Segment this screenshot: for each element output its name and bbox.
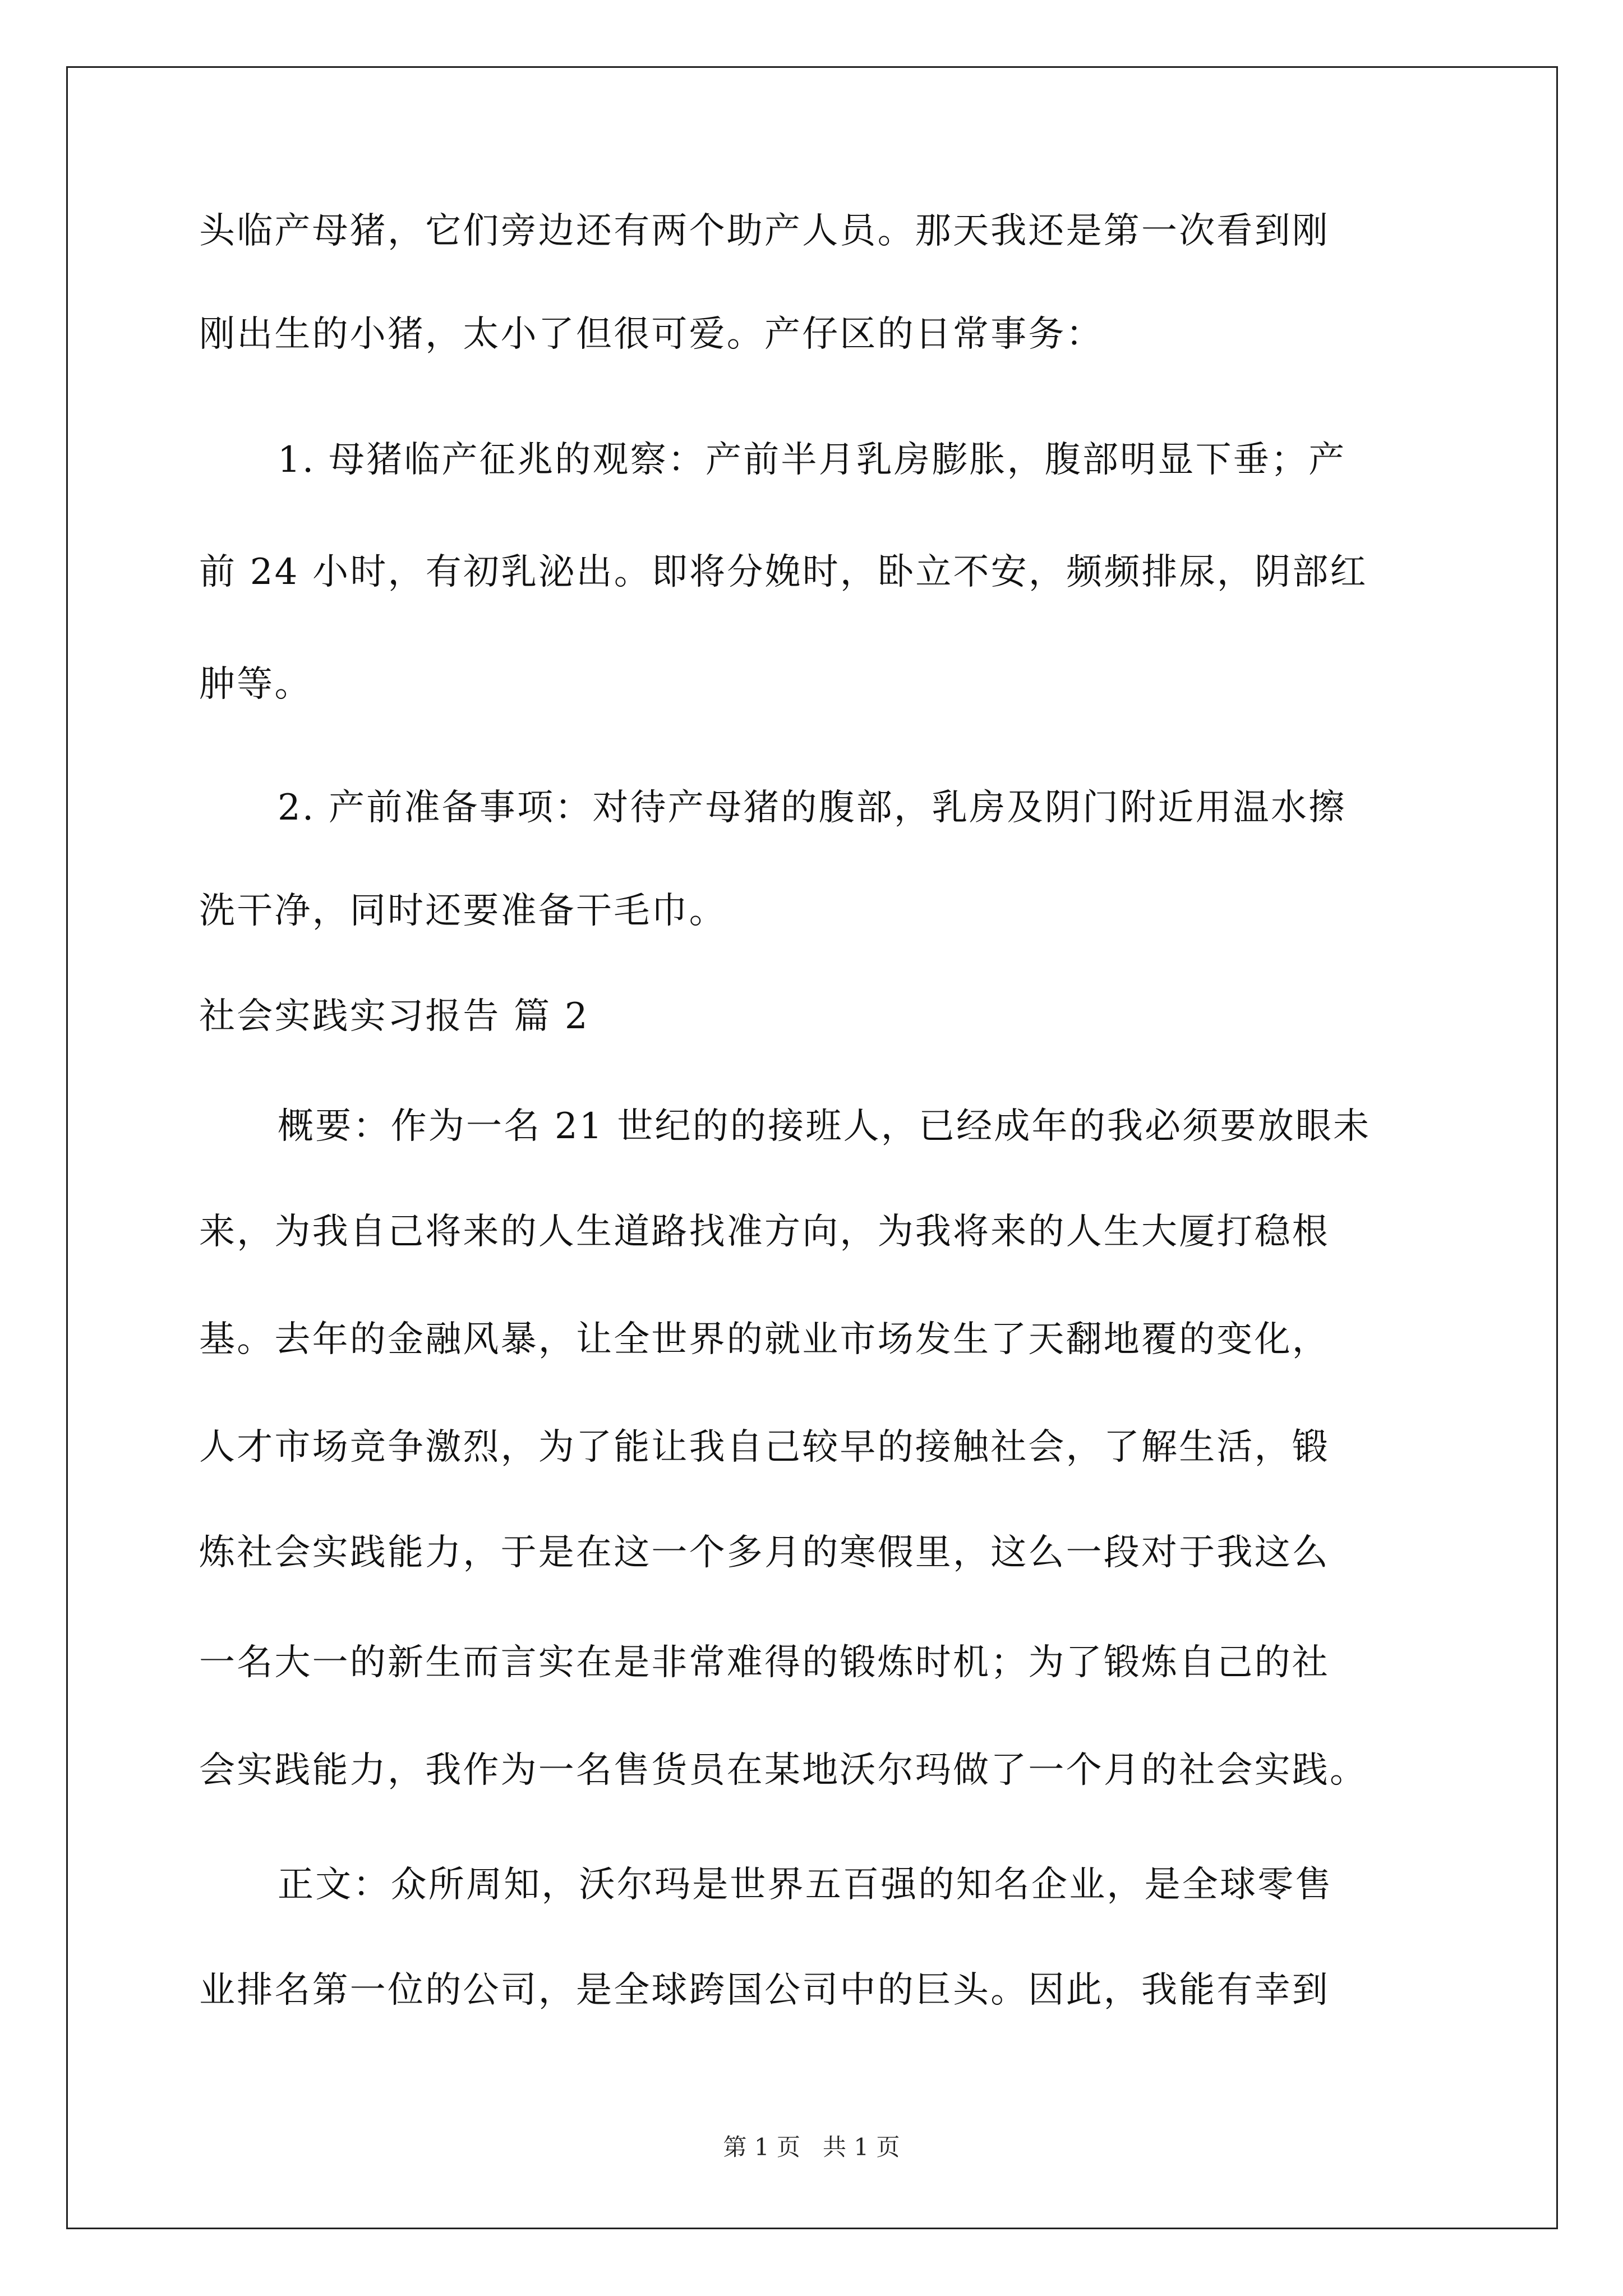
text-line: 会实践能力，我作为一名售货员在某地沃尔玛做了一个月的社会实践。 <box>199 1750 1368 1791</box>
text-line: 来，为我自己将来的人生道路找准方向，为我将来的人生大厦打稳根 <box>199 1211 1330 1253</box>
text-line: 肿等。 <box>199 664 312 705</box>
list-item-2: 2. 产前准备事项：对待产母猪的腹部，乳房及阴门附近用温水擦 <box>278 787 1347 829</box>
text-line: 前 24 小时，有初乳泌出。即将分娩时，卧立不安，频频排尿，阴部红 <box>199 551 1368 593</box>
text-line: 炼社会实践能力，于是在这一个多月的寒假里，这么一段对于我这么 <box>199 1532 1330 1573</box>
text-line: 业排名第一位的公司，是全球跨国公司中的巨头。因此，我能有幸到 <box>199 1970 1330 2011</box>
list-item-1: 1. 母猪临产征兆的观察：产前半月乳房膨胀，腹部明显下垂；产 <box>278 439 1347 481</box>
text-line: 人才市场竞争激烈，为了能让我自己较早的接触社会，了解生活，锻 <box>199 1427 1330 1468</box>
page-footer: 第 1 页 共 1 页 <box>723 2133 900 2161</box>
text-line: 刚出生的小猪，太小了但很可爱。产仔区的日常事务： <box>199 314 1104 355</box>
paragraph-summary: 概要：作为一名 21 世纪的的接班人，已经成年的我必须要放眼未 <box>278 1106 1371 1147</box>
section-heading: 社会实践实习报告 篇 2 <box>199 996 589 1037</box>
text-line: 基。去年的金融风暴，让全世界的就业市场发生了天翻地覆的变化， <box>199 1319 1330 1360</box>
text-line: 一名大一的新生而言实在是非常难得的锻炼时机；为了锻炼自己的社 <box>199 1642 1330 1683</box>
text-line: 头临产母猪，它们旁边还有两个助产人员。那天我还是第一次看到刚 <box>199 210 1330 252</box>
paragraph-body: 正文：众所周知，沃尔玛是世界五百强的知名企业，是全球零售 <box>278 1864 1333 1906</box>
text-line: 洗干净，同时还要准备干毛巾。 <box>199 890 727 932</box>
